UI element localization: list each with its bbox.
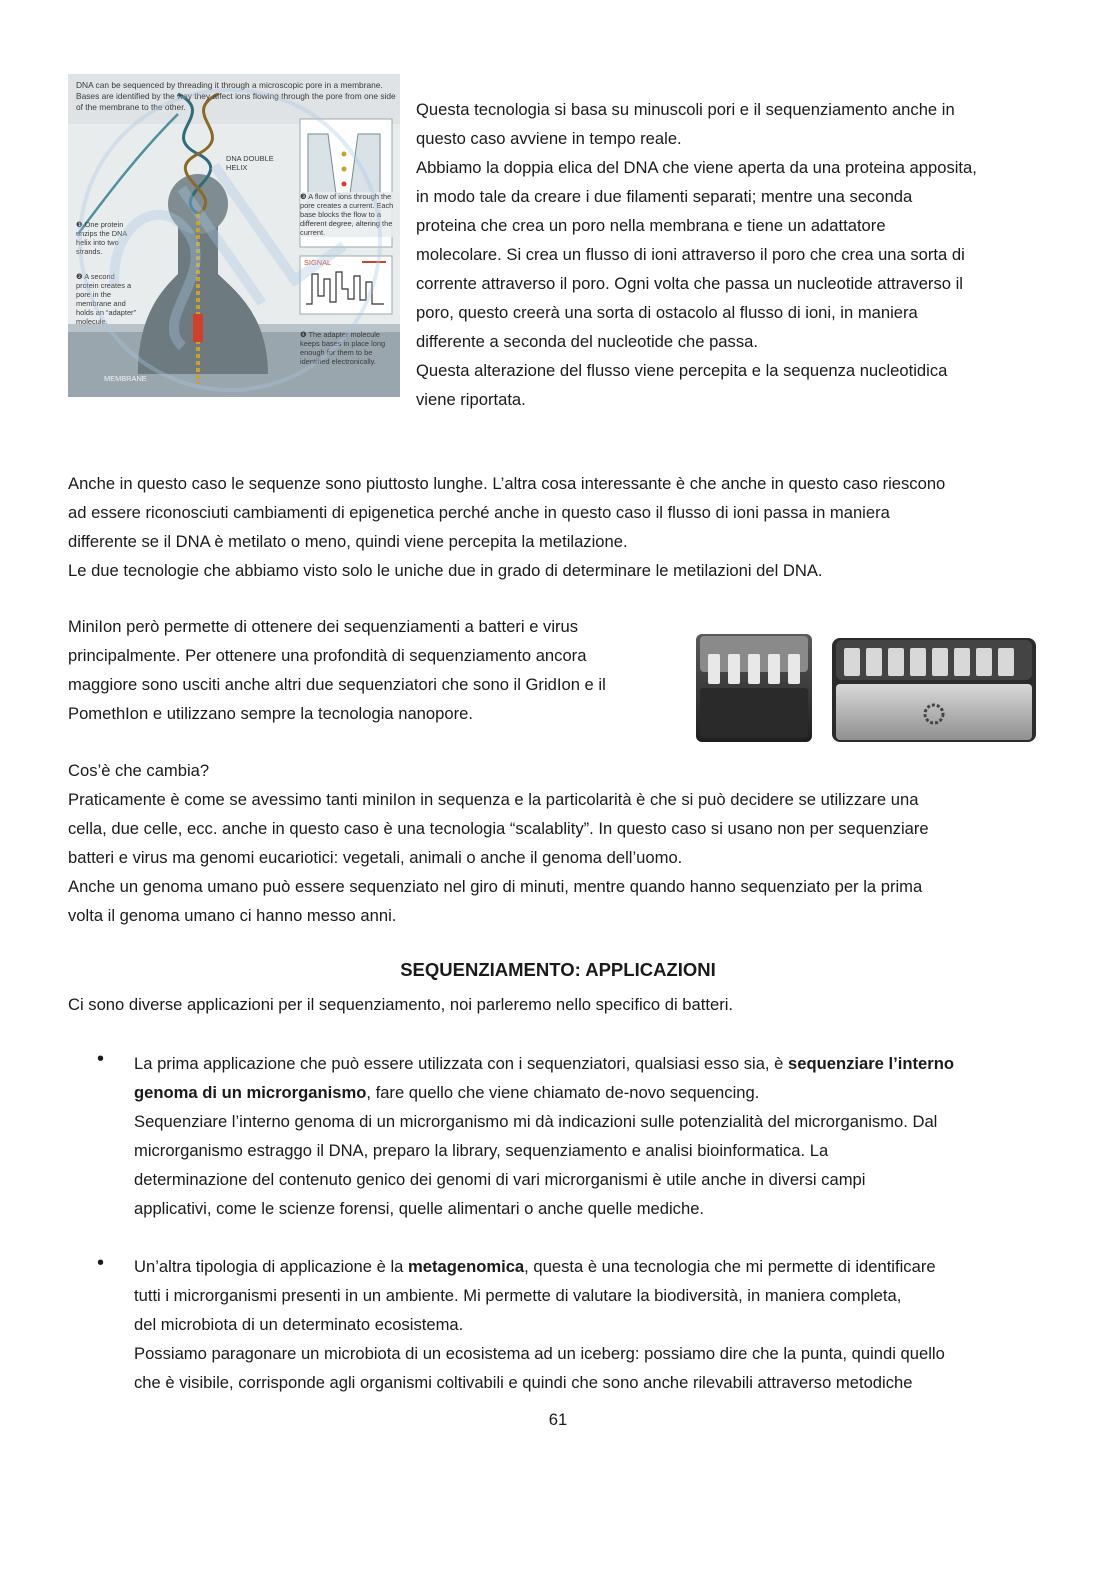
text-line: principalmente. Per ottenere una profondità di sequenziamento ancora <box>68 646 587 665</box>
text-line: Anche in questo caso le sequenze sono piuttosto lunghe. L’altra cosa interessante è che anche in questo caso riescono <box>68 474 946 493</box>
text-line <box>134 1049 1041 1078</box>
section-intro: Ci sono diverse applicazioni per il sequenziamento, noi parleremo nello specifico di batteri. <box>68 995 734 1014</box>
label-dna-helix: DNA DOUBLE HELIX <box>226 154 274 172</box>
text-line: determinazione del contenuto genico dei genomi di vari microrganismi è utile anche in diversi campi <box>134 1170 866 1189</box>
text-line: poro, questo creerà una sorta di ostacolo al flusso di ioni, in maniera <box>416 303 918 322</box>
text-line: Cos’è che cambia? <box>68 761 210 780</box>
bold-text: sequenziare l’interno <box>787 1054 954 1073</box>
text-line: Questa alterazione del flusso viene percepita e la sequenza nucleotidica <box>416 361 948 380</box>
label-step-2: ❷ A second protein creates a pore in the membrane and holds an “adapter” molecule. <box>76 272 136 326</box>
text-run: La prima applicazione che può essere utilizzata con i sequenziatori, qualsiasi esso sia, è <box>134 1054 788 1073</box>
text-run: , fare quello che viene chiamato de-novo sequencing. <box>366 1083 760 1102</box>
text-line: volta il genoma umano ci hanno messo anni. <box>68 906 397 925</box>
bullet-1-marker: • <box>97 1048 105 1070</box>
sequencer-devices-photo <box>694 624 1039 748</box>
text-line: viene riportata. <box>416 390 526 409</box>
text-line: tutti i microrganismi presenti in un ambiente. Mi permette di valutare la biodiversità, in maniera completa, <box>134 1286 902 1305</box>
text-line: Praticamente è come se avessimo tanti miniIon in sequenza e la particolarità è che si può decidere se utilizzare una <box>68 790 919 809</box>
text-line: microrganismo estraggo il DNA, preparo la library, sequenziamento e analisi bioinformatica. La <box>134 1141 829 1160</box>
bold-text: genoma di un microrganismo <box>134 1083 367 1102</box>
text-line: corrente attraverso il poro. Ogni volta che passa un nucleotide attraverso il <box>416 274 963 293</box>
text-line: Anche un genoma umano può essere sequenziato nel giro di minuti, mentre quando hanno sequenziato per la prima <box>68 877 923 896</box>
text-line: molecolare. Si crea un flusso di ioni attraverso il poro che crea una sorta di <box>416 245 965 264</box>
intro-paragraph <box>416 95 1041 414</box>
label-step-3: ❸ A flow of ions through the pore creates a current. Each base blocks the flow to a different degree, altering the current. <box>300 192 396 237</box>
text-line: proteina che crea un poro nella membrana e tiene un adattatore <box>416 216 886 235</box>
gridion-paragraph <box>68 756 1041 930</box>
section-heading: SEQUENZIAMENTO: APPLICAZIONI <box>400 959 716 980</box>
text-line: che è visibile, corrisponde agli organismi coltivabili e quindi che sono anche rilevabili attraverso metodiche <box>134 1373 913 1392</box>
minion-paragraph <box>68 612 678 728</box>
label-step-4: ❹ The adapter molecule keeps bases in place long enough for them to be identified electronically. <box>300 330 386 366</box>
text-run: Un’altra tipologia di applicazione è la <box>134 1257 408 1276</box>
bold-text: metagenomica <box>407 1257 525 1276</box>
text-line: Questa tecnologia si basa su minuscoli pori e il sequenziamento anche in <box>416 100 955 119</box>
text-run: , questa è una tecnologia che mi permette di identificare <box>524 1257 936 1276</box>
text-line: differente se il DNA è metilato o meno, quindi viene percepita la metilazione. <box>68 532 628 551</box>
text-line <box>134 1078 1041 1107</box>
bullet-2-text <box>134 1252 1041 1397</box>
epigenetics-paragraph <box>68 469 1041 585</box>
label-step-1: ❶ One protein unzips the DNA helix into two strands. <box>76 220 127 256</box>
text-line: MiniIon però permette di ottenere dei sequenziamenti a batteri e virus <box>68 617 579 636</box>
page-number: 61 <box>548 1410 568 1429</box>
figure-caption: DNA can be sequenced by threading it through a microscopic pore in a membrane. Bases are identified by the way they affect ions flowing through the pore from one side of the membrane to the other. <box>76 80 396 112</box>
text-line: ad essere riconosciuti cambiamenti di epigenetica perché anche in questo caso il flusso di ioni passa in maniera <box>68 503 890 522</box>
text-line <box>134 1252 1041 1281</box>
nanopore-figure <box>68 74 400 397</box>
text-line: maggiore sono usciti anche altri due sequenziatori che sono il GridIon e il <box>68 675 606 694</box>
text-line: del microbiota di un determinato ecosistema. <box>134 1315 464 1334</box>
text-line: Sequenziare l’interno genoma di un microrganismo mi dà indicazioni sulle potenzialità del microrganismo. Dal <box>134 1112 938 1131</box>
text-line: cella, due celle, ecc. anche in questo caso è una tecnologia “scalablity”. In questo caso si usano non per sequenziare <box>68 819 929 838</box>
text-line: questo caso avviene in tempo reale. <box>416 129 682 148</box>
text-line: differente a seconda del nucleotide che passa. <box>416 332 758 351</box>
text-line: Possiamo paragonare un microbiota di un ecosistema ad un iceberg: possiamo dire che la punta, quindi quello <box>134 1344 945 1363</box>
text-line: Abbiamo la doppia elica del DNA che viene aperta da una proteina apposita, <box>416 158 977 177</box>
label-signal: SIGNAL <box>304 258 332 267</box>
text-line: Le due tecnologie che abbiamo visto solo le uniche due in grado di determinare le metilazioni del DNA. <box>68 561 823 580</box>
text-line: batteri e virus ma genomi eucariotici: vegetali, animali o anche il genoma dell’uomo. <box>68 848 683 867</box>
text-line: in modo tale da creare i due filamenti separati; mentre una seconda <box>416 187 913 206</box>
bullet-2-marker: • <box>97 1252 105 1274</box>
bullet-1-text <box>134 1049 1041 1223</box>
label-membrane: MEMBRANE <box>104 374 147 383</box>
text-line: applicativi, come le scienze forensi, quelle alimentari o anche quelle mediche. <box>134 1199 705 1218</box>
text-line: PomethIon e utilizzano sempre la tecnologia nanopore. <box>68 704 473 723</box>
